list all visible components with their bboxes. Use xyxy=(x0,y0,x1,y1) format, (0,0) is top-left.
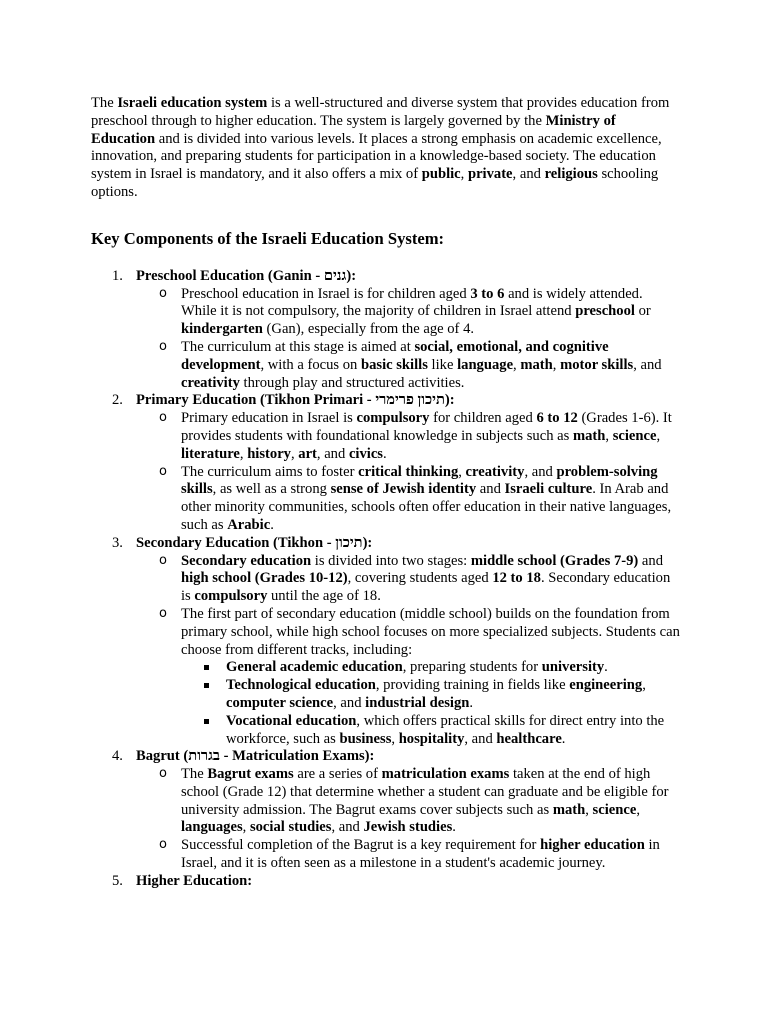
text-run: Bagrut ( xyxy=(136,748,189,765)
section-number: 1. xyxy=(112,267,123,284)
text-run: . xyxy=(452,819,456,836)
text-run: , and xyxy=(633,356,662,373)
bold-text: Arabic xyxy=(227,516,271,533)
bold-text: science xyxy=(592,801,637,818)
text-run: ): xyxy=(346,267,357,284)
text-run: is a well-structured and diverse system that provides education from preschool through to higher education. The system is largely governed by the xyxy=(91,95,670,129)
text-run: , xyxy=(391,730,399,747)
bold-text: Israeli culture xyxy=(504,481,593,498)
section-item xyxy=(91,873,681,891)
text-run: . xyxy=(469,694,474,711)
bold-text: compulsory xyxy=(194,588,268,605)
bold-text: General academic education xyxy=(226,659,403,676)
hebrew-text: בגרות xyxy=(188,748,220,765)
bold-text: math xyxy=(552,801,586,818)
section-title xyxy=(136,392,681,410)
hebrew-text: תיכון פרימרי xyxy=(375,392,445,409)
text-run: . xyxy=(561,730,566,747)
bold-text: language xyxy=(457,356,514,373)
sub-list-item xyxy=(136,766,681,837)
text-run: . xyxy=(270,516,274,533)
sub-list xyxy=(136,410,681,535)
track-list-item xyxy=(181,713,681,749)
section-item xyxy=(91,748,681,873)
text-run: and is widely attended. While it is not compulsory, the majority of children in Israel attend xyxy=(181,285,643,320)
text-run: , xyxy=(656,427,661,444)
text-run: in Israel, and it is often seen as a milestone in a student's academic journey. xyxy=(181,837,660,872)
section-title xyxy=(136,873,681,891)
bold-text: business xyxy=(339,730,392,747)
sub-list-item xyxy=(136,553,681,606)
text-run: Higher Education: xyxy=(136,872,253,889)
document-body xyxy=(91,95,681,891)
bold-text: social studies xyxy=(249,819,332,836)
text-run: through play and structured activities. xyxy=(239,374,465,391)
bold-text: Ministry of Education xyxy=(91,112,616,147)
bold-text: 6 to 12 xyxy=(536,410,578,427)
text-run: Primary Education (Tikhon Primari - xyxy=(136,392,376,409)
bold-text: sense of Jewish identity xyxy=(330,481,477,498)
bold-text: literature xyxy=(181,445,240,462)
text-run: . xyxy=(382,445,387,462)
components-list xyxy=(91,268,681,891)
section-item xyxy=(91,268,681,393)
text-run: , with a focus on xyxy=(260,356,361,373)
text-run: - Matriculation Exams): xyxy=(219,748,375,765)
text-run: The first part of secondary education (middle school) builds on the foundation from primary school, while high school focuses on more specialized subjects. Students can choose from different tracks, including: xyxy=(181,605,680,658)
bold-text: civics xyxy=(348,445,383,462)
hebrew-text: גנים xyxy=(323,267,347,284)
bold-text: high school (Grades 10-12) xyxy=(181,570,348,587)
track-list xyxy=(181,659,681,748)
text-run: and is divided into various levels. It places a strong emphasis on academic excellence, innovation, and preparing students for participation in a knowledge-based society. The education system in Israel is mandatory, and it also offers a mix of xyxy=(91,130,662,183)
text-run: is divided into two stages: xyxy=(311,552,471,569)
bold-text: Secondary education xyxy=(181,552,312,569)
text-run: , xyxy=(642,677,646,694)
text-run: The xyxy=(91,95,118,111)
text-run: , covering students aged xyxy=(347,570,493,587)
text-run: , xyxy=(290,445,299,462)
bold-text: Vocational education xyxy=(226,712,357,729)
text-run: The curriculum at this stage is aimed at xyxy=(181,338,415,355)
text-run: , preparing students for xyxy=(402,659,542,676)
bold-text: higher education xyxy=(540,837,645,854)
text-run: , and xyxy=(331,819,364,836)
bold-text: computer science xyxy=(226,694,334,711)
text-run: , xyxy=(513,356,521,373)
section-number: 5. xyxy=(112,872,123,889)
bold-text: religious xyxy=(544,166,598,183)
text-run: . In Arab and other minority communities, schools often offer education in their native languages, such as xyxy=(181,481,672,533)
text-run: , xyxy=(460,166,468,183)
text-run: are a series of xyxy=(293,766,382,783)
bold-text: languages xyxy=(181,819,243,836)
bold-text: university xyxy=(541,659,605,676)
bold-text: engineering xyxy=(569,677,643,694)
bold-text: basic skills xyxy=(360,356,428,373)
bold-text: math xyxy=(520,356,553,373)
track-list-item xyxy=(181,677,681,713)
section-title xyxy=(136,268,681,286)
bold-text: creativity xyxy=(465,463,525,480)
text-run: , xyxy=(585,801,593,818)
text-run: , xyxy=(242,819,250,836)
text-run: , and xyxy=(512,166,545,183)
bold-text: healthcare xyxy=(496,730,562,747)
bold-text: problem-solving skills xyxy=(181,463,658,498)
bold-text: preschool xyxy=(575,303,635,320)
text-run: ): xyxy=(362,534,373,551)
intro-paragraph xyxy=(91,95,681,202)
text-run: or xyxy=(634,303,651,320)
text-run: The curriculum aims to foster xyxy=(181,463,359,480)
text-run: Preschool education in Israel is for children aged xyxy=(181,285,471,302)
text-run: , which offers practical skills for direct entry into the workforce, such as xyxy=(226,712,665,747)
text-run: taken at the end of high school (Grade 12) that determine whether a student can graduate and be eligible for university admission. The Bagrut exams cover subjects such as xyxy=(181,766,669,818)
bold-text: middle school (Grades 7-9) xyxy=(470,552,639,569)
sub-list-item xyxy=(136,837,681,873)
text-run: , xyxy=(239,445,248,462)
text-run: Secondary Education (Tikhon - xyxy=(136,534,336,551)
bold-text: social, emotional, and cognitive development xyxy=(181,338,609,373)
bold-text: creativity xyxy=(181,374,240,391)
sub-list xyxy=(136,286,681,393)
text-run: , xyxy=(605,427,613,444)
text-run: , and xyxy=(524,463,557,480)
text-run: Successful completion of the Bagrut is a key requirement for xyxy=(181,837,541,854)
bold-text: compulsory xyxy=(356,410,430,427)
text-run: (Grades 1-6). It provides students with foundational knowledge in subjects such as xyxy=(181,410,672,444)
text-run: , and xyxy=(464,730,497,747)
sub-list-item xyxy=(136,410,681,463)
section-number: 3. xyxy=(112,534,123,551)
text-run: for children aged xyxy=(429,410,537,427)
text-run: . Secondary education is xyxy=(181,570,671,605)
text-run: until the age of 18. xyxy=(267,588,381,605)
bold-text: math xyxy=(572,427,606,444)
section-item xyxy=(91,392,681,534)
section-title xyxy=(136,535,681,553)
text-run: and xyxy=(476,481,505,498)
bold-text: 3 to 6 xyxy=(470,285,505,302)
section-heading: Key Components of the Israeli Education System: xyxy=(91,228,445,248)
bold-text: art xyxy=(298,445,317,462)
bold-text: history xyxy=(247,445,291,462)
sub-list-item xyxy=(136,286,681,339)
text-run: , and xyxy=(333,694,366,711)
bold-text: Jewish studies xyxy=(363,819,453,836)
text-run: , xyxy=(552,356,561,373)
bold-text: Bagrut exams xyxy=(207,766,294,783)
text-run: . xyxy=(604,659,608,676)
text-run: like xyxy=(427,356,458,373)
bold-text: matriculation exams xyxy=(381,766,510,783)
bold-text: private xyxy=(467,166,513,183)
section-number: 2. xyxy=(112,392,123,409)
sub-list-item xyxy=(136,606,681,748)
sub-list-item xyxy=(136,339,681,392)
section-item xyxy=(91,535,681,749)
text-run: , xyxy=(636,801,640,818)
track-list-item xyxy=(181,659,681,677)
text-run: , xyxy=(458,463,466,480)
sub-list xyxy=(136,553,681,749)
text-run: , and xyxy=(316,445,349,462)
text-run: and xyxy=(638,552,664,569)
sub-list xyxy=(136,766,681,873)
bold-text: kindergarten xyxy=(181,321,263,338)
text-run: (Gan), especially from the age of 4. xyxy=(262,321,475,338)
sub-list-item xyxy=(136,464,681,535)
text-run: Preschool Education (Ganin - xyxy=(136,267,324,284)
bold-text: industrial design xyxy=(365,694,470,711)
bold-text: 12 to 18 xyxy=(492,570,541,587)
text-run: , providing training in fields like xyxy=(375,677,570,694)
bold-text: Israeli education system xyxy=(117,95,268,111)
text-run: schooling options. xyxy=(91,166,659,200)
bold-text: Technological education xyxy=(226,677,376,694)
section-number: 4. xyxy=(112,748,123,765)
text-run: Primary education in Israel is xyxy=(181,410,357,427)
text-run: ): xyxy=(444,392,455,409)
section-title xyxy=(136,748,681,766)
text-run: , as well as a strong xyxy=(212,481,331,498)
text-run: The xyxy=(181,766,208,783)
hebrew-text: תיכון xyxy=(335,534,363,551)
bold-text: critical thinking xyxy=(358,463,459,480)
bold-text: motor skills xyxy=(560,356,634,373)
bold-text: public xyxy=(421,166,461,183)
bold-text: hospitality xyxy=(398,730,465,747)
bold-text: science xyxy=(612,427,657,444)
